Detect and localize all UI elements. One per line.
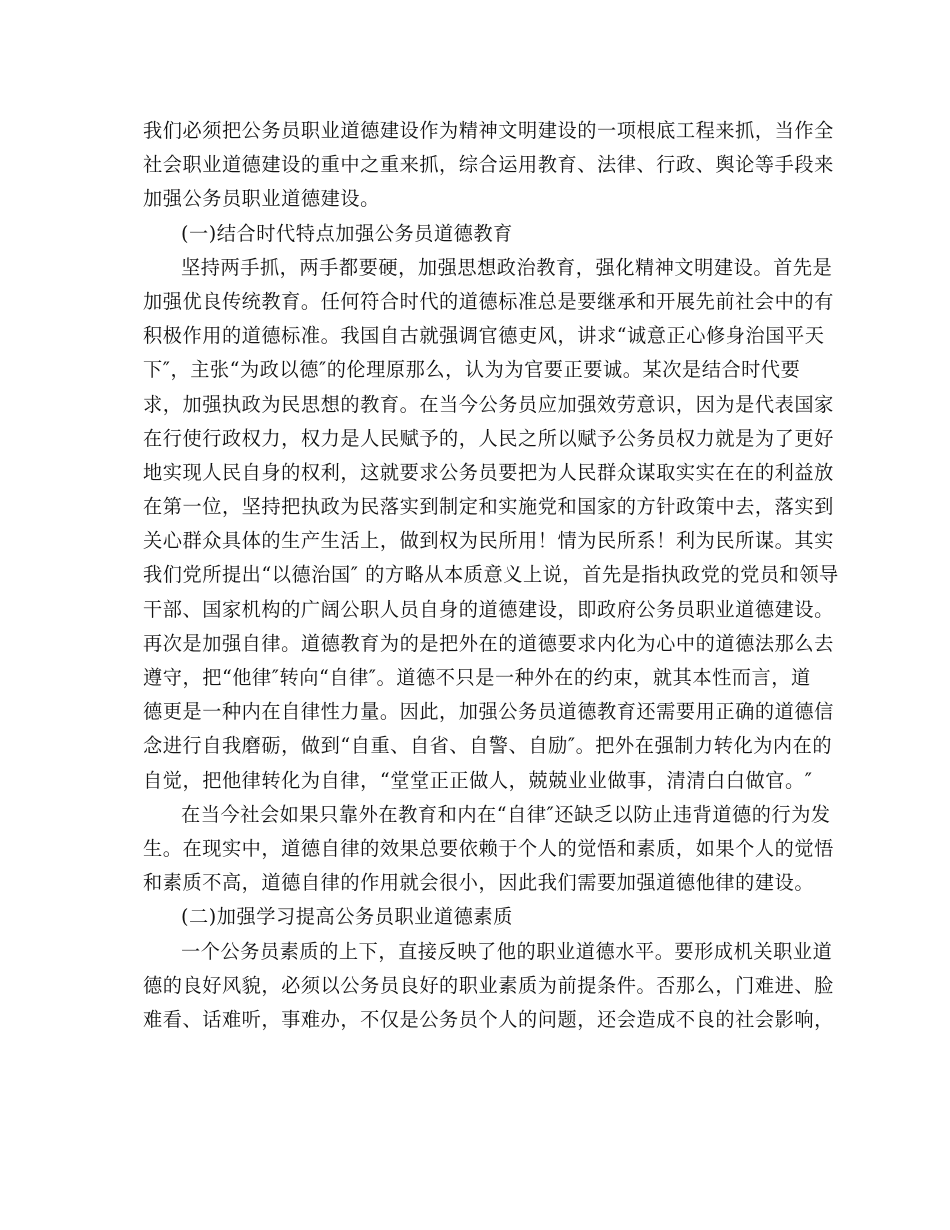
text-line: 我们必须把公务员职业道德建设作为精神文明建设的一项根底工程来抓，当作全: [143, 119, 834, 142]
text-line: 和素质不高，道德自律的作用就会很小，因此我们需要加强道德他律的建设。: [143, 871, 815, 895]
text-line: 自觉，把他律转化为自律，“堂堂正正做人，兢兢业业做事，清清白白做官。″: [143, 768, 813, 792]
text-line: 求，加强执政为民思想的教育。在当今公务员应加强效劳意识，因为是代表国家: [143, 392, 834, 416]
section-heading: (一)结合时代特点加强公务员道德教育: [181, 221, 513, 245]
text-line: 积极作用的道德标准。我国自古就强调官德吏风，讲求“诚意正心修身治国平天: [143, 324, 825, 348]
text-line: 加强优良传统教育。任何符合时代的道德标准总是要继承和开展先前社会中的有: [143, 289, 834, 313]
text-line: 社会职业道德建设的重中之重来抓，综合运用教育、法律、行政、舆论等手段来: [143, 153, 834, 177]
document-body: [143, 114, 839, 1037]
text-line: 坚持两手抓，两手都要硬，加强思想政治教育，强化精神文明建设。首先是: [181, 255, 833, 279]
text-line: 地实现人民自身的权利，这就要求公务员要把为人民群众谋取实实在在的利益放: [143, 460, 834, 484]
text-line: 德的良好风貌，必须以公务员良好的职业素质为前提条件。否那么，门难进、脸: [143, 973, 834, 997]
text-line: 再次是加强自律。道德教育为的是把外在的道德要求内化为心中的道德法那么去: [143, 631, 834, 655]
text-line: 一个公务员素质的上下，直接反映了他的职业道德水平。要形成机关职业道: [181, 939, 833, 963]
section-heading: (二)加强学习提高公务员职业道德素质: [181, 905, 513, 929]
text-line: 德更是一种内在自律性力量。因此，加强公务员道德教育还需要用正确的道德信: [143, 700, 834, 724]
text-line: 我们党所提出“以德治国″ 的方略从本质意义上说，首先是指执政党的党员和领导: [143, 563, 839, 587]
text-line: 生。在现实中，道德自律的效果总要依赖于个人的觉悟和素质，如果个人的觉悟: [143, 836, 834, 860]
text-line: 在行使行政权力，权力是人民赋予的，人民之所以赋予公务员权力就是为了更好: [143, 426, 834, 450]
text-line: 难看、话难听，事难办，不仅是公务员个人的问题，还会造成不良的社会影响，: [143, 1007, 834, 1031]
text-line: 念进行自我磨砺，做到“自重、自省、自警、自励″。把外在强制力转化为内在的: [143, 734, 833, 758]
text-line: 在第一位，坚持把执政为民落实到制定和实施党和国家的方针政策中去，落实到: [143, 495, 834, 519]
text-line: 关心群众具体的生产生活上，做到权为民所用！情为民所系！利为民所谋。其实: [143, 529, 834, 553]
text-line: 干部、国家机构的广阔公职人员自身的道德建设，即政府公务员职业道德建设。: [143, 597, 834, 621]
text-line: 在当今社会如果只靠外在教育和内在“自律″还缺乏以防止违背道德的行为发: [181, 802, 831, 826]
text-line: 加强公务员职业道德建设。: [143, 187, 380, 211]
text-line: 下″，主张“为政以德″的伦理原那么，认为为官要正要诚。某次是结合时代要: [143, 358, 801, 382]
text-line: 遵守，把“他律″转向“自律″。道德不只是一种外在的约束，就其本性而言，道: [143, 666, 811, 689]
